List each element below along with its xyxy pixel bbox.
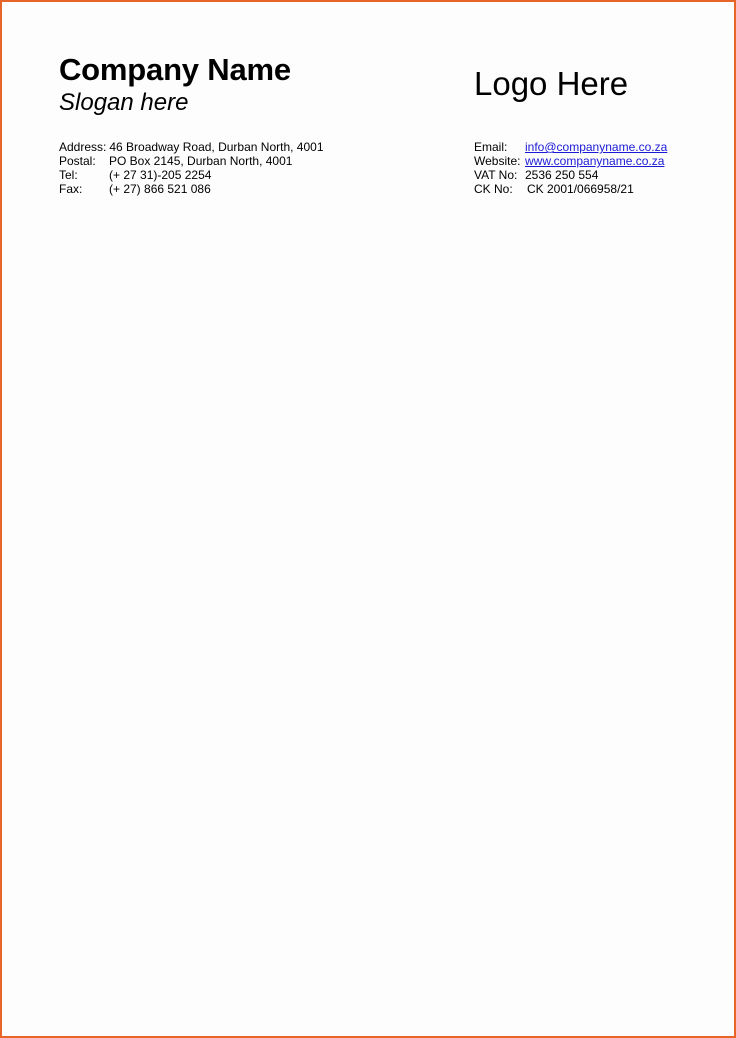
contact-details-left xyxy=(59,140,324,196)
fax-label: Fax: xyxy=(59,182,83,196)
ck-label: CK No: xyxy=(474,182,513,196)
fax-row xyxy=(59,182,324,196)
fax-value: (+ 27) 866 521 086 xyxy=(109,182,211,196)
vat-row xyxy=(474,168,667,182)
tel-row xyxy=(59,168,324,182)
website-row xyxy=(474,154,667,168)
email-row xyxy=(474,140,667,154)
website-label: Website: xyxy=(474,154,521,168)
address-label: Address: xyxy=(59,140,107,154)
address-value: 46 Broadway Road, Durban North, 4001 xyxy=(109,140,324,154)
company-slogan: Slogan here xyxy=(59,89,189,116)
ck-row xyxy=(474,182,667,196)
website-link[interactable]: www.companyname.co.za xyxy=(525,154,665,168)
tel-value: (+ 27 31)-205 2254 xyxy=(109,168,212,182)
email-label: Email: xyxy=(474,140,508,154)
logo-placeholder: Logo Here xyxy=(474,65,629,102)
postal-label: Postal: xyxy=(59,154,96,168)
address-row xyxy=(59,140,324,154)
vat-value: 2536 250 554 xyxy=(525,168,599,182)
contact-details-right xyxy=(474,140,667,196)
tel-label: Tel: xyxy=(59,168,78,182)
postal-row xyxy=(59,154,324,168)
vat-label: VAT No: xyxy=(474,168,518,182)
ck-value: CK 2001/066958/21 xyxy=(527,182,634,196)
company-name: Company Name xyxy=(59,52,291,87)
email-link[interactable]: info@companyname.co.za xyxy=(525,140,668,154)
postal-value: PO Box 2145, Durban North, 4001 xyxy=(109,154,293,168)
